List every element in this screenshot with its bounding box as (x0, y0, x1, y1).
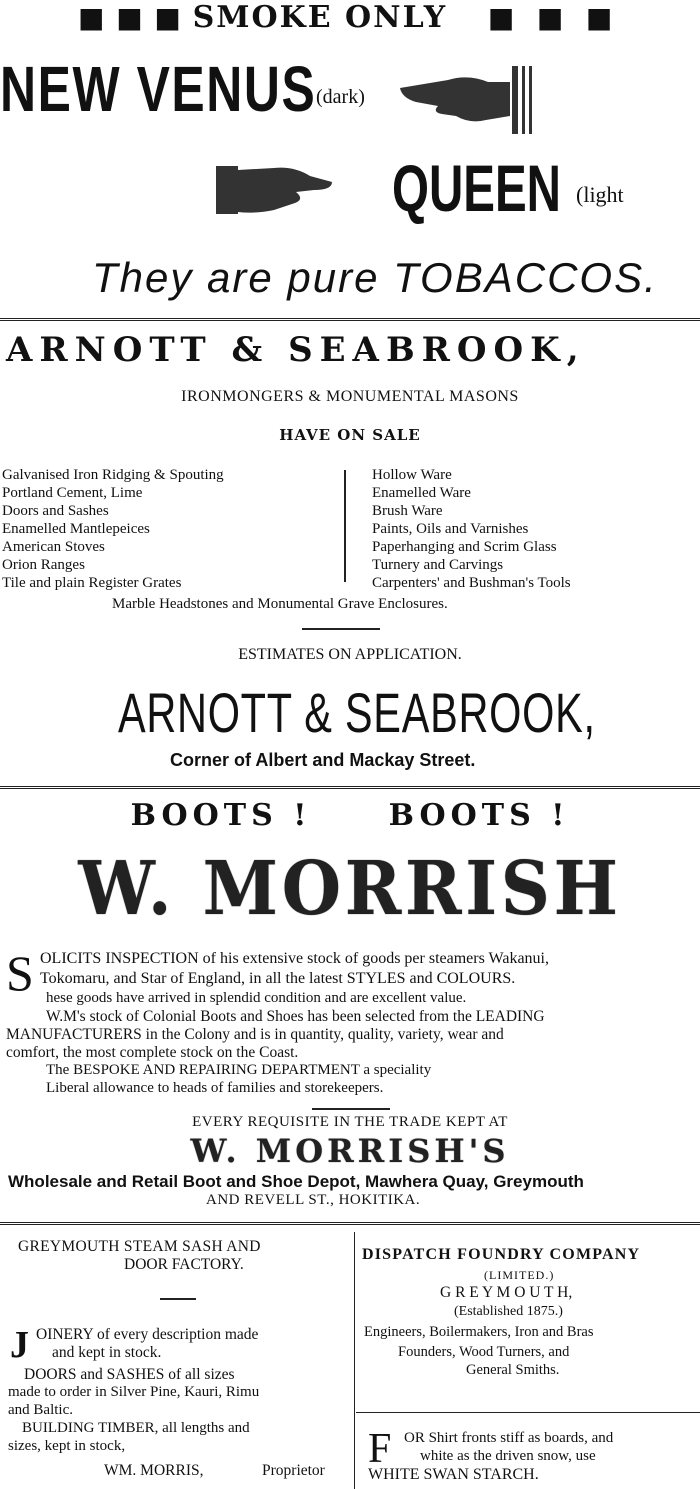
list-item: Tile and plain Register Grates (2, 575, 182, 591)
starch-line: OR Shirt fronts stiff as boards, and (404, 1430, 614, 1446)
para-line: comfort, the most complete stock on the Coast. (6, 1044, 299, 1061)
column-rule (356, 1412, 700, 1413)
dropcap: F (368, 1426, 392, 1472)
marble-line: Marble Headstones and Monumental Grave Enclosures. (112, 596, 448, 612)
dark-label: (dark) (316, 86, 365, 108)
arnott-right-list (372, 466, 571, 592)
para-line: The BESPOKE AND REPAIRING DEPARTMENT a speciality (46, 1062, 432, 1078)
morrish-name-small: W. MORRISH'S (190, 1132, 510, 1170)
list-item: Turnery and Carvings (372, 557, 504, 573)
para-line: hese goods have arrived in splendid condition and are excellent value. (46, 990, 467, 1006)
sash-line: and kept in stock. (52, 1344, 162, 1361)
sash-title: DOOR FACTORY. (124, 1256, 244, 1273)
arnott-name: ARNOTT & SEABROOK, (118, 681, 596, 744)
sash-line: and Baltic. (8, 1402, 73, 1418)
bullet-dot: ■ ■ ■ (78, 1, 182, 34)
para-line: Liberal allowance to heads of families and storekeepers. (46, 1080, 384, 1096)
list-item: Carpenters' and Bushman's Tools (372, 575, 571, 591)
list-item: Doors and Sashes (2, 503, 109, 519)
have-on-sale: HAVE ON SALE (279, 426, 421, 444)
new-venus-brand: NEW VENUS (0, 53, 317, 125)
short-rule (302, 628, 380, 630)
para-line: W.M's stock of Colonial Boots and Shoes has been selected from the LEADING (46, 1008, 545, 1025)
column-divider (354, 1232, 355, 1489)
list-item: Paints, Oils and Varnishes (372, 521, 529, 537)
estimates: ESTIMATES ON APPLICATION. (238, 646, 462, 663)
section-divider (0, 318, 700, 324)
depot-address: Wholesale and Retail Boot and Shoe Depot, Mawhera Quay, Greymouth (8, 1172, 584, 1191)
list-item: Hollow Ware (372, 467, 452, 483)
list-item: Portland Cement, Lime (2, 485, 143, 501)
sash-line: made to order in Silver Pine, Kauri, Rimu (8, 1384, 260, 1400)
list-item: Paperhanging and Scrim Glass (372, 539, 557, 555)
list-item: Orion Ranges (2, 557, 85, 573)
boots-heading: BOOTS ! BOOTS ! (130, 798, 570, 833)
list-item: Enamelled Ware (372, 485, 471, 501)
light-label: (light (576, 182, 624, 207)
arnott-trade: IRONMONGERS & MONUMENTAL MASONS (181, 388, 519, 405)
arnott-address: Corner of Albert and Mackay Street. (170, 750, 476, 770)
foundry-established: (Established 1875.) (454, 1304, 563, 1319)
list-item: Galvanised Iron Ridging & Spouting (2, 467, 224, 483)
list-divider (344, 470, 346, 582)
short-rule (160, 1298, 196, 1300)
para-line: MANUFACTURERS in the Colony and is in quantity, quality, variety, wear and (6, 1026, 504, 1043)
section-divider (0, 786, 700, 792)
section-divider (0, 1222, 700, 1228)
dropcap: S (6, 945, 34, 1001)
short-rule (312, 1108, 390, 1110)
foundry-limited: (LIMITED.) (484, 1268, 555, 1282)
para-line: OLICITS INSPECTION of his extensive stock of goods per steamers Wakanui, (40, 950, 549, 967)
foundry-title: DISPATCH FOUNDRY COMPANY (362, 1246, 641, 1263)
sash-line: OINERY of every description made (36, 1326, 259, 1343)
queen-brand: QUEEN (392, 151, 561, 225)
foundry-town: G R E Y M O U T H, (440, 1284, 573, 1301)
list-item: Enamelled Mantlepeices (2, 521, 150, 537)
sash-title: GREYMOUTH STEAM SASH AND (18, 1238, 261, 1255)
arnott-banner: ARNOTT & SEABROOK, (6, 330, 586, 370)
every-requisite: EVERY REQUISITE IN THE TRADE KEPT AT (192, 1114, 508, 1130)
sash-line: DOORS and SASHES of all sizes (24, 1366, 235, 1383)
para-line: Tokomaru, and Star of England, in all the latest STYLES and COLOURS. (40, 970, 516, 987)
foundry-line: General Smiths. (466, 1362, 560, 1378)
tobacco-slogan: They are pure TOBACCOS. (92, 254, 658, 301)
list-item: Brush Ware (372, 503, 443, 519)
arnott-left-list (2, 466, 224, 592)
bullet-dot: ■ ■ ■ (487, 1, 614, 34)
smoke-only-row (78, 0, 613, 35)
morrish-name: W. MORRISH (78, 846, 622, 932)
dropcap: J (10, 1324, 29, 1366)
starch-line: WHITE SWAN STARCH. (368, 1466, 539, 1483)
smoke-only-heading: SMOKE ONLY (192, 0, 448, 35)
pointing-hand-right-icon (214, 160, 334, 220)
sash-signature-role: Proprietor (262, 1462, 325, 1479)
list-item: American Stoves (2, 539, 105, 555)
starch-line: white as the driven snow, use (420, 1448, 596, 1464)
sash-line: sizes, kept in stock, (8, 1438, 126, 1454)
revell-address: AND REVELL ST., HOKITIKA. (206, 1192, 421, 1208)
sash-line: BUILDING TIMBER, all lengths and (22, 1420, 250, 1436)
foundry-line: Engineers, Boilermakers, Iron and Bras (364, 1324, 594, 1340)
pointing-hand-left-icon (398, 58, 538, 138)
foundry-line: Founders, Wood Turners, and (398, 1344, 570, 1360)
sash-signature-name: WM. MORRIS, (104, 1462, 204, 1479)
